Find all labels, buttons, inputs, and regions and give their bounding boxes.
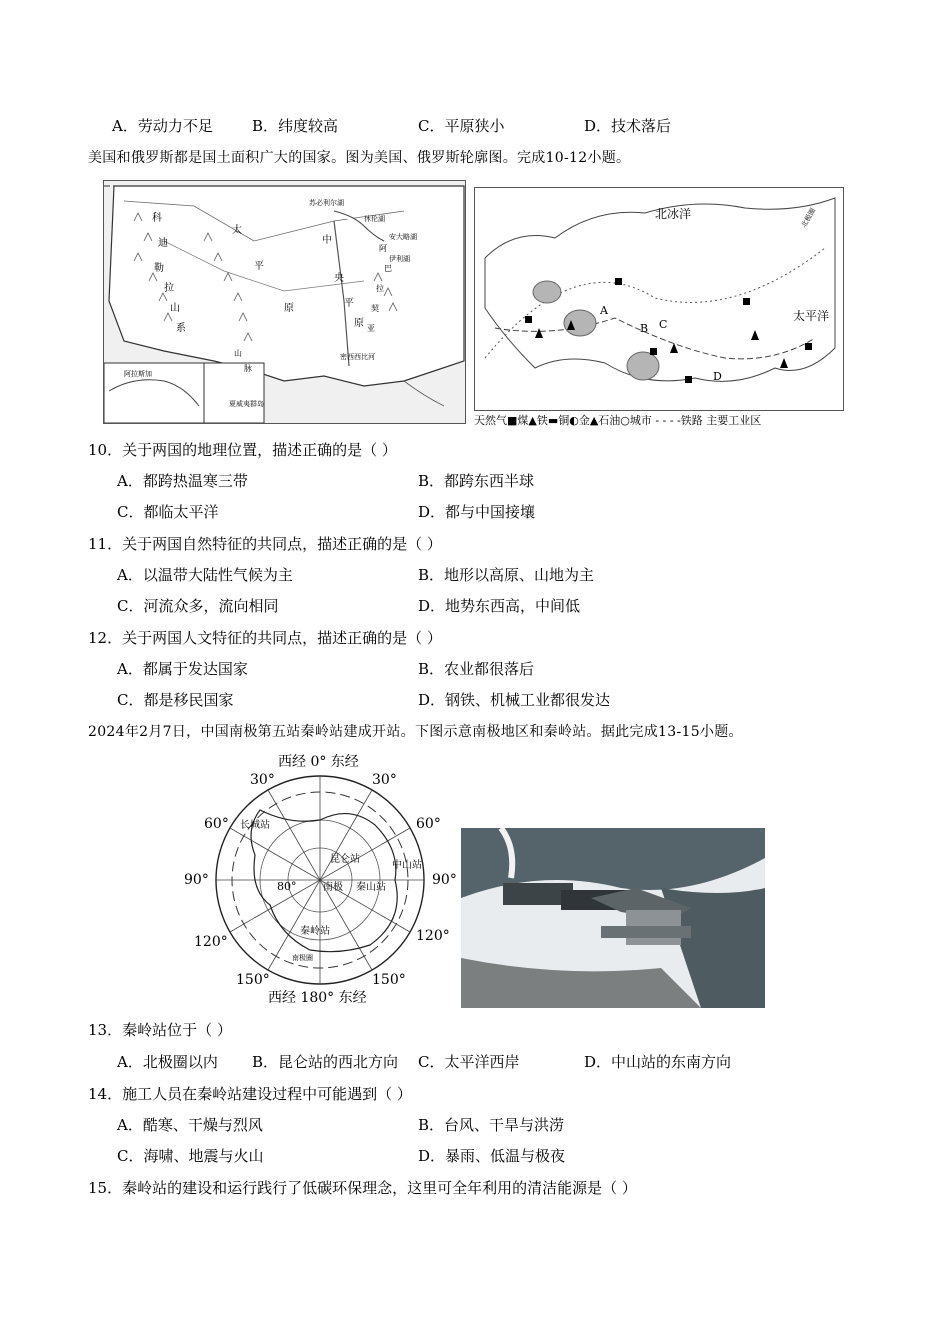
q9-option-c: C．平原狭小 (418, 117, 505, 135)
ontario-label: 安大略湖 (389, 233, 417, 241)
appalachian-5: 亚 (367, 324, 375, 333)
rocky-label-6: 系 (176, 323, 186, 334)
q10-stem: 10．关于两国的地理位置，描述正确的是（ ） (88, 441, 397, 459)
usa-plain-top: 平 (254, 261, 264, 272)
deg60-right: 60° (416, 816, 441, 832)
zhongshan-station: 中山站 (392, 860, 422, 871)
usa-plain-bot: 原 (284, 303, 294, 314)
q12-option-c: C．都是移民国家 (117, 691, 234, 709)
q9-option-d: D．技术落后 (584, 117, 672, 135)
polar-top-label: 西经 0° 东经 (278, 754, 359, 770)
deg90-left: 90° (184, 872, 209, 888)
q9-option-b: B．纬度较高 (252, 117, 339, 135)
deg150-left: 150° (236, 972, 270, 988)
q12-option-d: D．钢铁、机械工业都很发达 (418, 691, 611, 709)
q13-option-c: C．太平洋西岸 (418, 1053, 520, 1071)
deg30-left: 30° (250, 772, 275, 788)
rocky-label-4: 拉 (164, 283, 174, 294)
appalachian-6: 山 (234, 349, 242, 358)
rocky-label-3: 勒 (154, 263, 164, 274)
q10-option-c: C．都临太平洋 (117, 503, 219, 521)
q11-option-c: C．河流众多，流向相同 (117, 597, 279, 615)
arctic-label: 北冰洋 (655, 207, 692, 221)
q12-stem: 12．关于两国人文特征的共同点，描述正确的是（ ） (88, 629, 442, 647)
rocky-label-1: 科 (152, 213, 162, 224)
q14-option-c: C．海啸、地震与火山 (117, 1147, 264, 1165)
q14-option-a: A．酷寒、干燥与烈风 (117, 1116, 263, 1134)
superior-label: 苏必利尔湖 (309, 199, 344, 207)
deg120-right: 120° (416, 928, 450, 944)
q11-option-b: B．地形以高原、山地为主 (418, 566, 595, 584)
point-d: D (713, 370, 722, 383)
appalachian-1: 阿 (379, 244, 387, 253)
point-c: C (659, 318, 668, 331)
mississippi-label: 密西西比河 (340, 353, 375, 361)
polar-bottom-label: 西经 180° 东经 (268, 990, 367, 1006)
deg90-right: 90° (432, 872, 457, 888)
q13-option-d: D．中山站的东南方向 (584, 1053, 732, 1071)
qinling-station: 秦岭站 (300, 926, 330, 937)
q12-option-b: B．农业都很落后 (418, 660, 535, 678)
erie-label: 伊利湖 (389, 255, 410, 263)
rocky-label-5: 山 (170, 303, 180, 314)
q9-option-a: A．劳动力不足 (112, 117, 213, 135)
q14-option-d: D．暴雨、低温与极夜 (418, 1147, 566, 1165)
central-2: 央 (334, 273, 344, 284)
taishan-station: 秦山站 (356, 882, 386, 893)
intro-10-12: 美国和俄罗斯都是国土面积广大的国家。图为美国、俄罗斯轮廓图。完成10-12小题。 (88, 150, 631, 166)
intro-13-15: 2024年2月7日，中国南极第五站秦岭站建成开站。下图示意南极地区和秦岭站。据此完成13-15小题。 (88, 724, 743, 740)
changcheng-station: 长城站 (240, 820, 270, 831)
appalachian-7: 脉 (244, 364, 252, 373)
station-photo-svg (461, 828, 765, 1008)
hawaii-label: 夏威夷群岛 (229, 400, 264, 408)
appalachian-3: 拉 (376, 284, 384, 293)
arctic-circle-label: 北极圈 (799, 206, 818, 229)
q13-option-b: B．昆仑站的西北方向 (252, 1053, 399, 1071)
q15-stem: 15．秦岭站的建设和运行践行了低碳环保理念，这里可全年利用的清洁能源是（ ） (88, 1179, 637, 1197)
kunlun-station: 昆仑站 (330, 854, 360, 865)
central-3: 平 (344, 298, 354, 309)
appalachian-4: 契 (371, 304, 379, 313)
q14-option-b: B．台风、干旱与洪涝 (418, 1116, 565, 1134)
russia-map-svg (475, 188, 843, 410)
q10-option-d: D．都与中国接壤 (418, 503, 536, 521)
antarctic-polar-map (180, 750, 460, 1010)
qinling-station-photo (461, 828, 765, 1008)
deg120-left: 120° (194, 934, 228, 950)
q11-stem: 11．关于两国自然特征的共同点，描述正确的是（ ） (88, 535, 442, 553)
antarctic-circle-label: 南极圈 (292, 954, 313, 962)
alaska-label: 阿拉斯加 (124, 370, 152, 378)
south-pole-label: 南极 (323, 882, 343, 893)
q13-option-a: A．北极圈以内 (117, 1053, 218, 1071)
huron-label: 休伦湖 (364, 215, 385, 223)
point-a: A (600, 304, 608, 317)
polar-map-svg (180, 750, 460, 1010)
q11-option-d: D．地势东西高，中间低 (418, 597, 581, 615)
q14-stem: 14．施工人员在秦岭站建设过程中可能遇到（ ） (88, 1085, 412, 1103)
q10-option-b: B．都跨东西半球 (418, 472, 535, 490)
usa-map-svg (104, 181, 465, 423)
q10-option-a: A．都跨热温寒三带 (117, 472, 248, 490)
usa-map (103, 180, 466, 424)
deg80-label: 80° (277, 880, 297, 893)
russia-pacific-label: 太平洋 (793, 309, 830, 323)
appalachian-2: 巴 (384, 264, 392, 273)
rocky-label-2: 迪 (158, 238, 168, 249)
russia-legend: 天然气■煤▲铁▬铜◐金▲石油○城市 - - - -铁路 主要工业区 (474, 414, 762, 427)
usa-pacific-label: 太 (232, 225, 242, 236)
central-4: 原 (354, 318, 364, 329)
russia-map (474, 187, 844, 411)
q11-option-a: A．以温带大陆性气候为主 (117, 566, 293, 584)
q13-stem: 13．秦岭站位于（ ） (88, 1021, 232, 1039)
q12-option-a: A．都属于发达国家 (117, 660, 248, 678)
deg60-left: 60° (204, 816, 229, 832)
deg150-right: 150° (372, 972, 406, 988)
central-1: 中 (322, 235, 332, 246)
deg30-right: 30° (372, 772, 397, 788)
point-b: B (640, 322, 649, 335)
